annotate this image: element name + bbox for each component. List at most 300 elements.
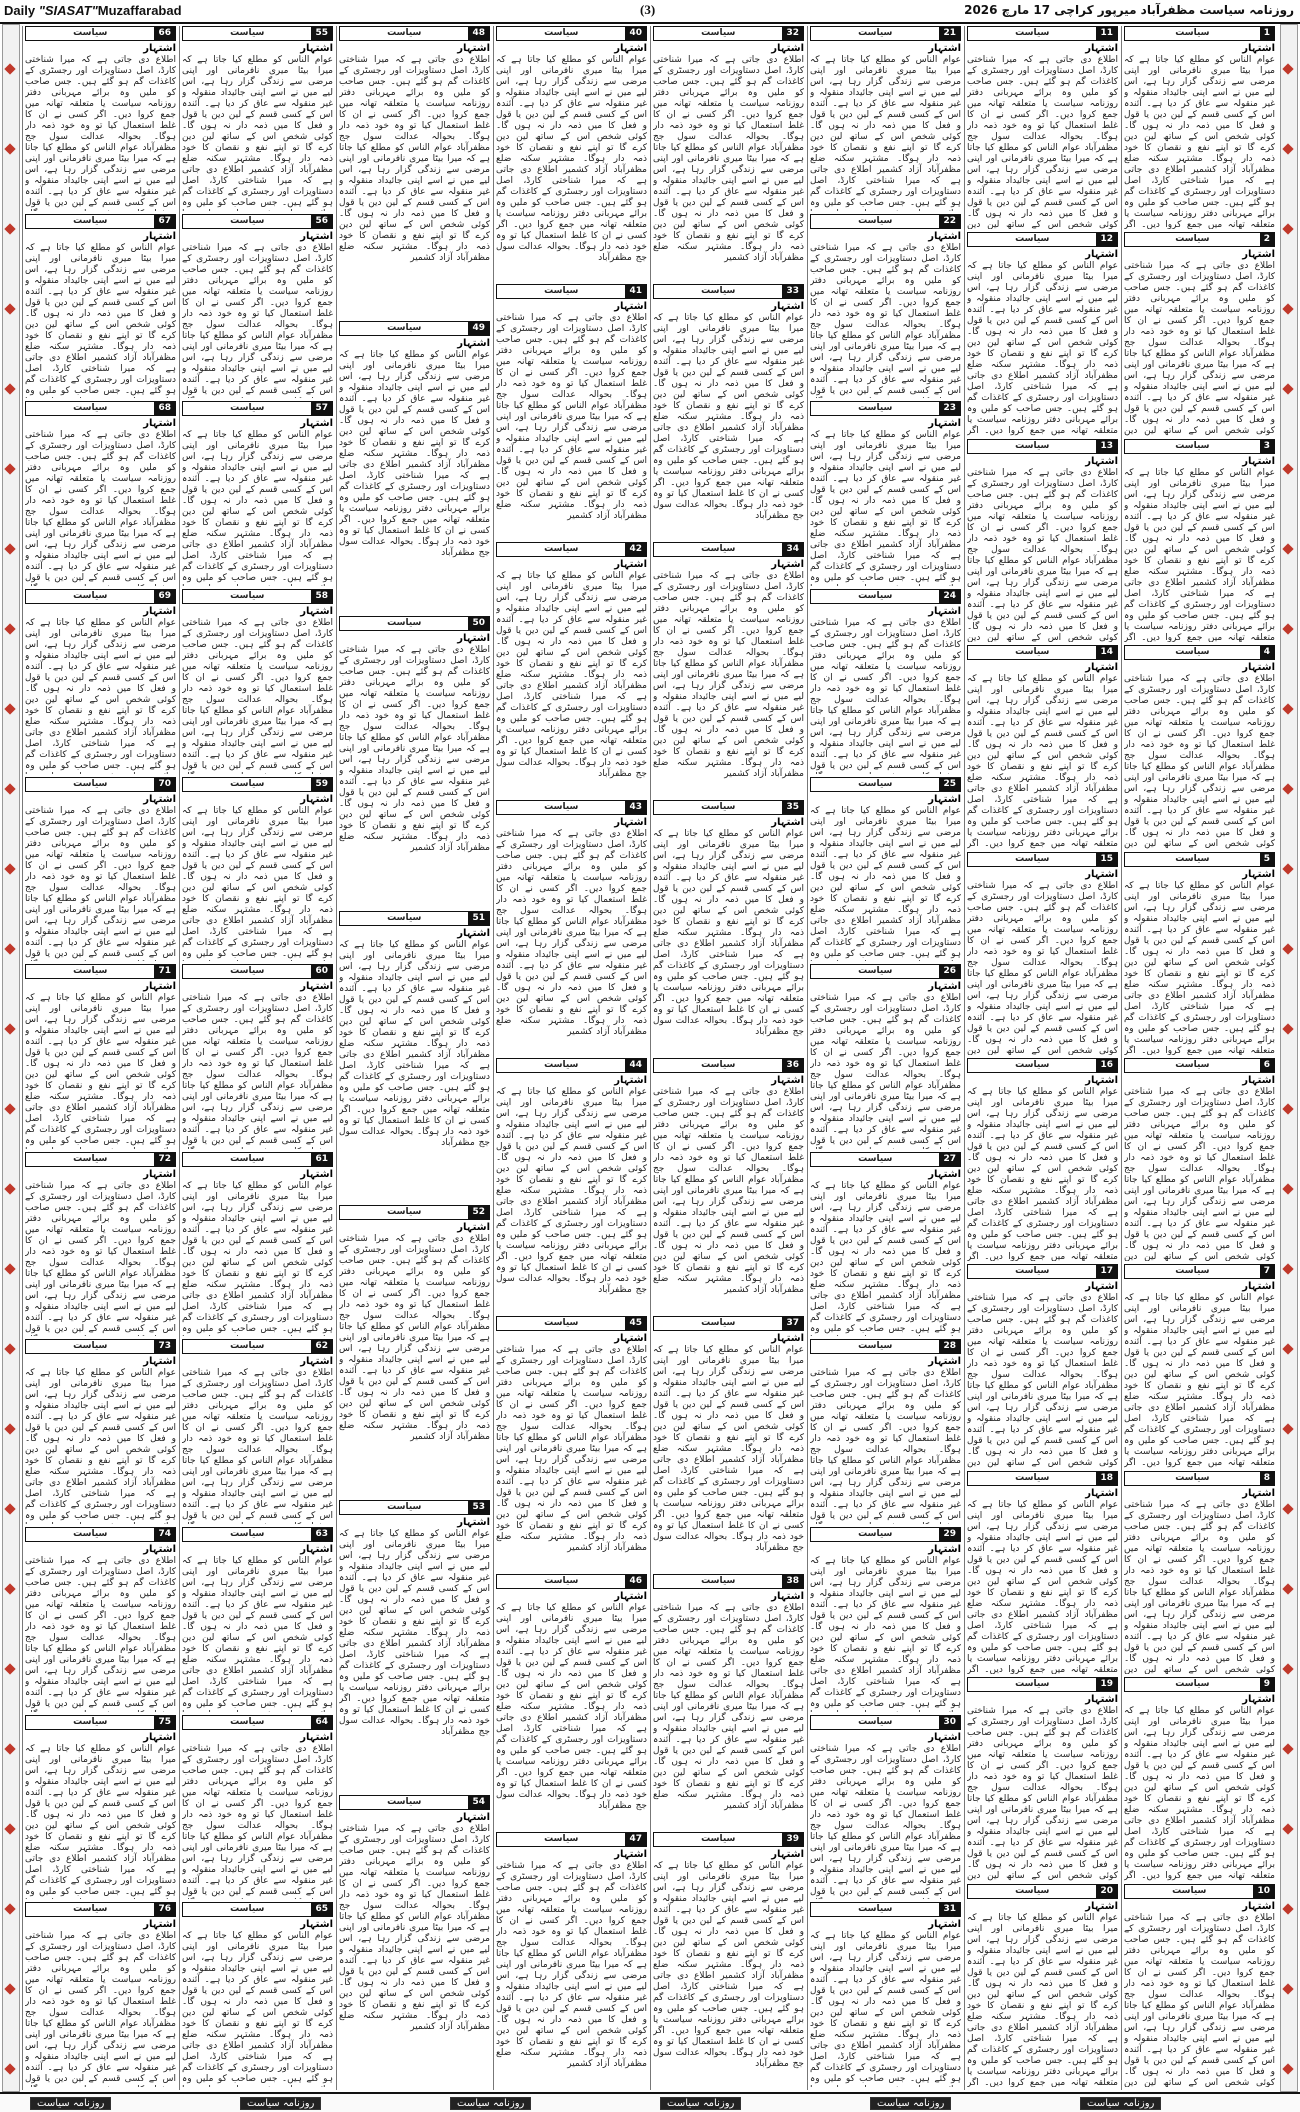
notice-body: اطلاع دی جاتی ہے کہ میرا شناختی کارڈ، اصل دستاویزات اور رجسٹری کے کاغذات گم ہو گئے ہیں۔ جس صاحب کو ملیں وہ برائے مہربانی دفتر روزنامہ سیاست یا متعلقہ تھانہ میں جمع کروا دیں۔ اگر کسی نے ان کا غلط استعمال کیا تو وہ خود ذمہ دار ہوگا۔ بحوالہ عدالت سول جج مظفرآباد عوام الناس کو مطلع کیا جاتا ہے کہ میرا بیٹا میری نافرمانی اور اپنی مرضی سے زندگی گزار رہا ہے، اس لیے میں نے اسے اپنی جائیداد منقولہ و غیر منقولہ سے عاق کر دیا ہے۔ آئندہ اس کے کسی قسم کے لین دین یا قول xyxy=(182,617,333,771)
notice-tag xyxy=(339,1795,490,1810)
notice-logo: سیاست xyxy=(701,1318,736,1328)
notice-number: 19 xyxy=(1096,1678,1117,1691)
notice-logo: سیاست xyxy=(73,1341,108,1352)
notice-logo: سیاست xyxy=(858,1904,893,1915)
rail-diamond-icon xyxy=(4,463,15,474)
notice-tag xyxy=(653,1316,804,1331)
notice-logo: سیاست xyxy=(544,1834,579,1844)
notice-logo: سیاست xyxy=(858,966,893,977)
rail-diamond-icon xyxy=(4,1263,15,1274)
classified-notice xyxy=(653,284,804,539)
classified-column xyxy=(1121,26,1277,2090)
footer-segment: روزنامہ سیاست xyxy=(1080,2097,1161,2110)
classified-notice xyxy=(182,1339,333,1524)
notice-body: اطلاع دی جاتی ہے کہ میرا شناختی کارڈ، اصل دستاویزات اور رجسٹری کے کاغذات گم ہو گئے ہیں۔ جس صاحب کو ملیں وہ برائے مہربانی دفتر روزنامہ سیاست یا متعلقہ تھانہ میں جمع کروا دیں۔ اگر کسی نے ان کا غلط استعمال کیا تو وہ خود ذمہ دار ہوگا۔ بحوالہ عدالت سول جج مظفرآباد عوام الناس کو مطلع کیا جاتا ہے کہ میرا بیٹا میری نافرمانی اور اپنی مرضی سے زندگی گزار رہا ہے، اس لیے میں نے اسے اپنی جائیداد منقولہ و غیر منقولہ سے عاق کر دیا ہے۔ آئندہ اس کے کسی قسم کے لین دین یا قول و فعل کا میں ذمہ دار نہ ہوں گا۔ کوئی شخص اس کے ساتھ لین دین xyxy=(967,55,1118,230)
classified-notice xyxy=(1124,1884,1275,2087)
notice-number: 22 xyxy=(939,215,960,228)
rail-diamond-icon xyxy=(1282,783,1293,794)
notice-body: عوام الناس کو مطلع کیا جاتا ہے کہ میرا بیٹا میری نافرمانی اور اپنی مرضی سے زندگی گزار رہا ہے، اس لیے میں نے اسے اپنی جائیداد منقولہ و غیر منقولہ سے عاق کر دیا ہے۔ آئندہ اس کے کسی قسم کے لین دین یا قول و فعل کا میں ذمہ دار نہ ہوں گا۔ کوئی شخص اس کے ساتھ لین دین کرے گا تو اپنے نفع و نقصان کا خود ذمہ دار ہوگا۔ مشتہر سکنہ ضلع مظفرآباد آزاد کشمیر اطلاع دی جاتی ہے کہ میرا شناختی کارڈ، اصل دستاویزات اور رجسٹری کے کاغذات گم ہو گئے ہیں۔ جس صاحب کو ملیں وہ xyxy=(25,993,176,1147)
rail-diamond-icon xyxy=(4,1663,15,1674)
notice-heading: اشتہار xyxy=(614,1333,647,1344)
notice-number: 70 xyxy=(154,778,175,791)
notice-tag xyxy=(967,852,1118,867)
notice-tag xyxy=(967,1264,1118,1279)
rail-diamond-icon xyxy=(1282,463,1293,474)
notice-body: عوام الناس کو مطلع کیا جاتا ہے کہ میرا بیٹا میری نافرمانی اور اپنی مرضی سے زندگی گزار رہا ہے، اس لیے میں نے اسے اپنی جائیداد منقولہ و غیر منقولہ سے عاق کر دیا ہے۔ آئندہ اس کے کسی قسم کے لین دین یا قول و فعل کا میں ذمہ دار نہ ہوں گا۔ کوئی شخص اس کے ساتھ لین دین کرے گا تو اپنے نفع و نقصان کا خود ذمہ دار ہوگا۔ مشتہر سکنہ ضلع مظفرآباد آزاد کشمیر اطلاع دی جاتی ہے کہ میرا شناختی کارڈ، اصل دستاویزات اور رجسٹری کے کاغذات گم ہو گئے ہیں۔ جس صاحب کو ملیں وہ xyxy=(25,242,176,396)
notice-body: اطلاع دی جاتی ہے کہ میرا شناختی کارڈ، اصل دستاویزات اور رجسٹری کے کاغذات گم ہو گئے ہیں۔ جس صاحب کو ملیں وہ برائے مہربانی دفتر روزنامہ سیاست یا متعلقہ تھانہ میں جمع کروا دیں۔ اگر کسی نے ان کا غلط استعمال کیا تو وہ خود ذمہ دار ہوگا۔ بحوالہ عدالت سول جج مظفرآباد عوام الناس کو مطلع کیا جاتا ہے کہ میرا بیٹا میری نافرمانی اور اپنی مرضی سے زندگی گزار رہا ہے، اس لیے میں نے اسے اپنی جائیداد منقولہ و غیر منقولہ سے عاق کر دیا ہے۔ آئندہ اس کے کسی قسم کے لین دین یا قول xyxy=(182,242,333,396)
classified-notice xyxy=(182,1902,333,2087)
notice-body: عوام الناس کو مطلع کیا جاتا ہے کہ میرا بیٹا میری نافرمانی اور اپنی مرضی سے زندگی گزار رہا ہے، اس لیے میں نے اسے اپنی جائیداد منقولہ و غیر منقولہ سے عاق کر دیا ہے۔ آئندہ اس کے کسی قسم کے لین دین یا قول و فعل کا میں ذمہ دار نہ ہوں گا۔ کوئی شخص اس کے ساتھ لین دین کرے گا تو اپنے نفع و نقصان کا خود ذمہ دار ہوگا۔ مشتہر سکنہ ضلع مظفرآباد آزاد کشمیر اطلاع دی جاتی ہے کہ میرا شناختی کارڈ، اصل دستاویزات اور رجسٹری کے کاغذات گم ہو گئے ہیں۔ جس صاحب کو ملیں وہ برائے مہربانی دفتر روزنامہ سیاست یا متعلقہ تھانہ میں جمع کروا دیں۔ اگر xyxy=(1124,55,1275,230)
notice-logo: سیاست xyxy=(544,1318,579,1328)
notice-heading: اشتہار xyxy=(614,301,647,312)
notice-number: 26 xyxy=(939,965,960,978)
notice-number: 45 xyxy=(625,1317,646,1330)
rail-diamond-icon xyxy=(4,1023,15,1034)
notice-number: 30 xyxy=(939,1716,960,1729)
notice-body: عوام الناس کو مطلع کیا جاتا ہے کہ میرا بیٹا میری نافرمانی اور اپنی مرضی سے زندگی گزار رہا ہے، اس لیے میں نے اسے اپنی جائیداد منقولہ و غیر منقولہ سے عاق کر دیا ہے۔ آئندہ اس کے کسی قسم کے لین دین یا قول و فعل کا میں ذمہ دار نہ ہوں گا۔ کوئی شخص اس کے ساتھ لین دین کرے گا تو اپنے نفع و نقصان کا خود ذمہ دار ہوگا۔ مشتہر سکنہ ضلع مظفرآباد آزاد کشمیر اطلاع دی جاتی ہے کہ میرا شناختی کارڈ، اصل دستاویزات اور رجسٹری کے کاغذات گم ہو گئے ہیں۔ جس صاحب کو ملیں وہ xyxy=(25,1368,176,1522)
notice-tag xyxy=(967,26,1118,41)
notice-heading: اشتہار xyxy=(1085,249,1118,261)
notice-tag xyxy=(653,1832,804,1847)
classified-columns xyxy=(22,26,1278,2090)
notice-number: 53 xyxy=(468,1501,489,1514)
classified-notice xyxy=(25,401,176,586)
notice-heading: اشتہار xyxy=(143,1544,176,1556)
classified-notice xyxy=(1124,1058,1275,1261)
notice-heading: اشتہار xyxy=(143,1356,176,1368)
notice-heading: اشتہار xyxy=(614,1849,647,1860)
notice-heading: اشتہار xyxy=(928,230,961,242)
classified-column xyxy=(650,26,806,2090)
notice-tag xyxy=(182,1527,333,1542)
notice-number: 49 xyxy=(468,322,489,335)
classified-notice xyxy=(496,1058,647,1313)
notice-number: 12 xyxy=(1096,233,1117,246)
right-border-rail xyxy=(1280,24,1298,2092)
notice-body: عوام الناس کو مطلع کیا جاتا ہے کہ میرا بیٹا میری نافرمانی اور اپنی مرضی سے زندگی گزار رہا ہے، اس لیے میں نے اسے اپنی جائیداد منقولہ و غیر منقولہ سے عاق کر دیا ہے۔ آئندہ اس کے کسی قسم کے لین دین یا قول و فعل کا میں ذمہ دار نہ ہوں گا۔ کوئی شخص اس کے ساتھ لین دین کرے گا تو اپنے نفع و نقصان کا خود ذمہ دار ہوگا۔ مشتہر سکنہ ضلع مظفرآباد آزاد کشمیر اطلاع دی جاتی ہے کہ میرا شناختی کارڈ، اصل دستاویزات اور رجسٹری کے کاغذات گم ہو گئے ہیں۔ جس صاحب کو ملیں وہ برائے مہربانی دفتر روزنامہ سیاست یا متعلقہ تھانہ میں جمع کروا دیں۔ اگر xyxy=(1124,467,1275,643)
classified-notice xyxy=(25,1339,176,1524)
notice-logo: سیاست xyxy=(1015,1472,1050,1483)
notice-tag xyxy=(967,439,1118,454)
classified-notice xyxy=(967,1264,1118,1467)
classified-notice xyxy=(653,1316,804,1571)
classified-notice xyxy=(653,1574,804,1829)
notice-number: 54 xyxy=(468,1796,489,1809)
classified-notice xyxy=(25,26,176,211)
notice-heading: اشتہار xyxy=(771,43,804,54)
notice-body: اطلاع دی جاتی ہے کہ میرا شناختی کارڈ، اصل دستاویزات اور رجسٹری کے کاغذات گم ہو گئے ہیں۔ جس صاحب کو ملیں وہ برائے مہربانی دفتر روزنامہ سیاست یا متعلقہ تھانہ میں جمع کروا دیں۔ اگر کسی نے ان کا غلط استعمال کیا تو وہ خود ذمہ دار ہوگا۔ بحوالہ عدالت سول جج مظفرآباد عوام الناس کو مطلع کیا جاتا ہے کہ میرا بیٹا میری نافرمانی اور اپنی مرضی سے زندگی گزار رہا ہے، اس لیے میں نے اسے اپنی جائیداد منقولہ و غیر منقولہ سے عاق کر دیا ہے۔ آئندہ اس کے کسی قسم کے لین دین یا قول و فعل کا میں ذمہ دار نہ ہوں گا۔ کوئی شخص اس کے ساتھ لین دین کرے گا تو اپنے نفع و نقصان کا خود ذمہ دار ہوگا۔ مشتہر سکنہ ضلع مظفرآباد آزاد کشمیر xyxy=(496,313,647,521)
notice-heading: اشتہار xyxy=(143,981,176,993)
notice-tag xyxy=(1124,645,1275,660)
notice-logo: سیاست xyxy=(1172,1885,1207,1896)
notice-logo: سیاست xyxy=(1015,1060,1050,1070)
classified-notice xyxy=(25,964,176,1149)
notice-logo: سیاست xyxy=(1175,1060,1210,1070)
notice-number: 48 xyxy=(468,27,489,40)
notice-logo: سیاست xyxy=(858,778,893,789)
notice-heading: اشتہار xyxy=(143,1168,176,1180)
notice-number: 34 xyxy=(782,543,803,556)
notice-body: عوام الناس کو مطلع کیا جاتا ہے کہ میرا بیٹا میری نافرمانی اور اپنی مرضی سے زندگی گزار رہا ہے، اس لیے میں نے اسے اپنی جائیداد منقولہ و غیر منقولہ سے عاق کر دیا ہے۔ آئندہ اس کے کسی قسم کے لین دین یا قول و فعل کا میں ذمہ دار نہ ہوں گا۔ کوئی شخص اس کے ساتھ لین دین کرے گا تو اپنے نفع و نقصان کا خود ذمہ دار ہوگا۔ مشتہر سکنہ ضلع مظفرآباد آزاد کشمیر اطلاع دی جاتی ہے کہ میرا شناختی کارڈ، اصل دستاویزات اور رجسٹری کے کاغذات گم ہو گئے ہیں۔ جس صاحب کو ملیں وہ xyxy=(810,1180,961,1334)
notice-number: 39 xyxy=(782,1833,803,1846)
rail-diamond-icon xyxy=(4,783,15,794)
notice-number: 73 xyxy=(154,1340,175,1353)
notice-tag xyxy=(810,26,961,41)
classified-notice xyxy=(810,777,961,962)
classified-notice xyxy=(967,645,1118,848)
classified-notice xyxy=(182,26,333,211)
classified-notice xyxy=(967,232,1118,435)
notice-logo: سیاست xyxy=(230,1153,265,1164)
notice-number: 51 xyxy=(468,912,489,925)
notice-body: عوام الناس کو مطلع کیا جاتا ہے کہ میرا بیٹا میری نافرمانی اور اپنی مرضی سے زندگی گزار رہا ہے، اس لیے میں نے اسے اپنی جائیداد منقولہ و غیر منقولہ سے عاق کر دیا ہے۔ آئندہ اس کے کسی قسم کے لین دین یا قول و فعل کا میں ذمہ دار نہ ہوں گا۔ کوئی شخص اس کے ساتھ لین دین کرے گا تو اپنے نفع و نقصان کا خود ذمہ دار ہوگا۔ مشتہر سکنہ ضلع مظفرآباد آزاد کشمیر اطلاع دی جاتی ہے کہ میرا شناختی کارڈ، اصل دستاویزات اور رجسٹری کے کاغذات گم ہو گئے ہیں۔ جس صاحب کو ملیں وہ برائے مہربانی دفتر روزنامہ سیاست یا متعلقہ تھانہ میں جمع کروا دیں۔ اگر xyxy=(967,1912,1118,2087)
classified-notice xyxy=(25,777,176,962)
notice-logo: سیاست xyxy=(701,28,736,38)
notice-body: اطلاع دی جاتی ہے کہ میرا شناختی کارڈ، اصل دستاویزات اور رجسٹری کے کاغذات گم ہو گئے ہیں۔ جس صاحب کو ملیں وہ برائے مہربانی دفتر روزنامہ سیاست یا متعلقہ تھانہ میں جمع کروا دیں۔ اگر کسی نے ان کا غلط استعمال کیا تو وہ خود ذمہ دار ہوگا۔ بحوالہ عدالت سول جج مظفرآباد عوام الناس کو مطلع کیا جاتا ہے کہ میرا بیٹا میری نافرمانی اور اپنی مرضی سے زندگی گزار رہا ہے، اس لیے میں نے اسے اپنی جائیداد منقولہ و غیر منقولہ سے عاق کر دیا ہے۔ آئندہ اس کے کسی قسم کے لین دین یا قول xyxy=(25,1931,176,2085)
notice-number: 5 xyxy=(1260,853,1274,866)
notice-tag xyxy=(182,214,333,229)
notice-number: 3 xyxy=(1260,440,1274,453)
notice-body: اطلاع دی جاتی ہے کہ میرا شناختی کارڈ، اصل دستاویزات اور رجسٹری کے کاغذات گم ہو گئے ہیں۔ جس صاحب کو ملیں وہ برائے مہربانی دفتر روزنامہ سیاست یا متعلقہ تھانہ میں جمع کروا دیں۔ اگر کسی نے ان کا غلط استعمال کیا تو وہ خود ذمہ دار ہوگا۔ بحوالہ عدالت سول جج مظفرآباد عوام الناس کو مطلع کیا جاتا ہے کہ میرا بیٹا میری نافرمانی اور اپنی مرضی سے زندگی گزار رہا ہے، اس لیے میں نے اسے اپنی جائیداد منقولہ و غیر منقولہ سے عاق کر دیا ہے۔ آئندہ اس کے کسی قسم کے لین دین یا قول و فعل کا میں ذمہ دار نہ ہوں گا۔ کوئی شخص اس کے ساتھ لین دین کرے گا تو اپنے نفع و نقصان کا خود ذمہ دار ہوگا۔ مشتہر سکنہ ضلع مظفرآباد آزاد کشمیر xyxy=(496,829,647,1037)
notice-tag xyxy=(810,1715,961,1730)
notice-heading: اشتہار xyxy=(300,1168,333,1180)
notice-body: اطلاع دی جاتی ہے کہ میرا شناختی کارڈ، اصل دستاویزات اور رجسٹری کے کاغذات گم ہو گئے ہیں۔ جس صاحب کو ملیں وہ برائے مہربانی دفتر روزنامہ سیاست یا متعلقہ تھانہ میں جمع کروا دیں۔ اگر کسی نے ان کا غلط استعمال کیا تو وہ خود ذمہ دار ہوگا۔ بحوالہ عدالت سول جج مظفرآباد عوام الناس کو مطلع کیا جاتا ہے کہ میرا بیٹا میری نافرمانی اور اپنی مرضی سے زندگی گزار رہا ہے، اس لیے میں نے اسے اپنی جائیداد منقولہ و غیر منقولہ سے عاق کر دیا ہے۔ آئندہ اس کے کسی قسم کے لین دین یا قول و فعل کا میں ذمہ دار نہ ہوں گا۔ کوئی شخص اس کے ساتھ لین دین xyxy=(1124,1912,1275,2087)
notice-tag xyxy=(182,964,333,979)
notice-heading: اشتہار xyxy=(300,793,333,805)
notice-number: 65 xyxy=(311,1903,332,1916)
notice-body: عوام الناس کو مطلع کیا جاتا ہے کہ میرا بیٹا میری نافرمانی اور اپنی مرضی سے زندگی گزار رہا ہے، اس لیے میں نے اسے اپنی جائیداد منقولہ و غیر منقولہ سے عاق کر دیا ہے۔ آئندہ اس کے کسی قسم کے لین دین یا قول و فعل کا میں ذمہ دار نہ ہوں گا۔ کوئی شخص اس کے ساتھ لین دین کرے گا تو اپنے نفع و نقصان کا خود ذمہ دار ہوگا۔ مشتہر سکنہ ضلع مظفرآباد آزاد کشمیر اطلاع دی جاتی ہے کہ میرا شناختی کارڈ، اصل دستاویزات اور رجسٹری کے کاغذات گم ہو گئے ہیں۔ جس صاحب کو ملیں وہ برائے مہربانی دفتر روزنامہ سیاست یا متعلقہ تھانہ میں جمع کروا دیں۔ اگر xyxy=(967,1087,1118,1262)
notice-heading: اشتہار xyxy=(1242,249,1275,261)
notice-logo: سیاست xyxy=(1015,28,1050,38)
notice-number: 2 xyxy=(1260,233,1274,246)
notice-logo: سیاست xyxy=(544,802,579,812)
rail-diamond-icon xyxy=(4,1343,15,1354)
rail-diamond-icon xyxy=(1282,1903,1293,1914)
classified-notice xyxy=(810,26,961,211)
notice-logo: سیاست xyxy=(1015,1679,1050,1690)
notice-number: 24 xyxy=(939,590,960,603)
notice-heading: اشتہار xyxy=(1085,1075,1118,1086)
footer-segment: روزنامہ سیاست xyxy=(240,2097,321,2110)
masthead-date-line: روزنامہ سیاست مظفرآباد میرپور کراچی 17 مارچ 2026 xyxy=(964,3,1294,17)
notice-tag xyxy=(1124,1884,1275,1899)
notice-body: اطلاع دی جاتی ہے کہ میرا شناختی کارڈ، اصل دستاویزات اور رجسٹری کے کاغذات گم ہو گئے ہیں۔ جس صاحب کو ملیں وہ برائے مہربانی دفتر روزنامہ سیاست یا متعلقہ تھانہ میں جمع کروا دیں۔ اگر کسی نے ان کا غلط استعمال کیا تو وہ خود ذمہ دار ہوگا۔ بحوالہ عدالت سول جج مظفرآباد عوام الناس کو مطلع کیا جاتا ہے کہ میرا بیٹا میری نافرمانی اور اپنی مرضی سے زندگی گزار رہا ہے، اس لیے میں نے اسے اپنی جائیداد منقولہ و غیر منقولہ سے عاق کر دیا ہے۔ آئندہ اس کے کسی قسم کے لین دین یا قول xyxy=(182,1743,333,1897)
notice-heading: اشتہار xyxy=(457,927,490,939)
notice-heading: اشتہار xyxy=(457,337,490,349)
notice-heading: اشتہار xyxy=(614,817,647,828)
footer-segment: روزنامہ سیاست xyxy=(450,2097,531,2110)
notice-logo: سیاست xyxy=(230,966,265,977)
notice-number: 75 xyxy=(154,1716,175,1729)
notice-tag xyxy=(1124,232,1275,247)
notice-tag xyxy=(653,1574,804,1589)
notice-heading: اشتہار xyxy=(771,1333,804,1344)
rail-diamond-icon xyxy=(1282,1743,1293,1754)
notice-heading: اشتہار xyxy=(1085,662,1118,674)
notice-body: اطلاع دی جاتی ہے کہ میرا شناختی کارڈ، اصل دستاویزات اور رجسٹری کے کاغذات گم ہو گئے ہیں۔ جس صاحب کو ملیں وہ برائے مہربانی دفتر روزنامہ سیاست یا متعلقہ تھانہ میں جمع کروا دیں۔ اگر کسی نے ان کا غلط استعمال کیا تو وہ خود ذمہ دار ہوگا۔ بحوالہ عدالت سول جج مظفرآباد عوام الناس کو مطلع کیا جاتا ہے کہ میرا بیٹا میری نافرمانی اور اپنی مرضی سے زندگی گزار رہا ہے، اس لیے میں نے اسے اپنی جائیداد منقولہ و غیر منقولہ سے عاق کر دیا ہے۔ آئندہ اس کے کسی قسم کے لین دین یا قول و فعل کا میں ذمہ دار نہ ہوں گا۔ کوئی شخص اس کے ساتھ لین دین xyxy=(967,1706,1118,1881)
notice-body: اطلاع دی جاتی ہے کہ میرا شناختی کارڈ، اصل دستاویزات اور رجسٹری کے کاغذات گم ہو گئے ہیں۔ جس صاحب کو ملیں وہ برائے مہربانی دفتر روزنامہ سیاست یا متعلقہ تھانہ میں جمع کروا دیں۔ اگر کسی نے ان کا غلط استعمال کیا تو وہ خود ذمہ دار ہوگا۔ بحوالہ عدالت سول جج مظفرآباد عوام الناس کو مطلع کیا جاتا ہے کہ میرا بیٹا میری نافرمانی اور اپنی مرضی سے زندگی گزار رہا ہے، اس لیے میں نے اسے اپنی جائیداد منقولہ و غیر منقولہ سے عاق کر دیا ہے۔ آئندہ اس کے کسی قسم کے لین دین یا قول و فعل کا میں ذمہ دار نہ ہوں گا۔ کوئی شخص اس کے ساتھ لین دین کرے گا تو اپنے نفع و نقصان کا خود ذمہ دار ہوگا۔ مشتہر سکنہ ضلع مظفرآباد آزاد کشمیر xyxy=(653,571,804,779)
classified-notice xyxy=(496,284,647,539)
notice-number: 31 xyxy=(939,1903,960,1916)
classified-notice xyxy=(653,26,804,281)
notice-tag xyxy=(653,284,804,299)
rail-diamond-icon xyxy=(4,1103,15,1114)
notice-heading: اشتہار xyxy=(614,559,647,570)
notice-number: 10 xyxy=(1253,1885,1274,1898)
notice-number: 36 xyxy=(782,1059,803,1072)
classified-column xyxy=(493,26,649,2090)
notice-logo: سیاست xyxy=(1015,440,1050,451)
notice-number: 16 xyxy=(1096,1059,1117,1072)
notice-logo: سیاست xyxy=(387,912,422,923)
notice-logo: سیاست xyxy=(73,215,108,226)
notice-tag xyxy=(653,1058,804,1073)
notice-tag xyxy=(182,26,333,41)
notice-number: 40 xyxy=(625,27,646,40)
notice-body: عوام الناس کو مطلع کیا جاتا ہے کہ میرا بیٹا میری نافرمانی اور اپنی مرضی سے زندگی گزار رہا ہے، اس لیے میں نے اسے اپنی جائیداد منقولہ و غیر منقولہ سے عاق کر دیا ہے۔ آئندہ اس کے کسی قسم کے لین دین یا قول و فعل کا میں ذمہ دار نہ ہوں گا۔ کوئی شخص اس کے ساتھ لین دین کرے گا تو اپنے نفع و نقصان کا خود ذمہ دار ہوگا۔ مشتہر سکنہ ضلع مظفرآباد آزاد کشمیر اطلاع دی جاتی ہے کہ میرا شناختی کارڈ، اصل دستاویزات اور رجسٹری کے کاغذات گم ہو گئے ہیں۔ جس صاحب کو ملیں وہ برائے مہربانی دفتر روزنامہ سیاست یا متعلقہ تھانہ میں جمع کروا دیں۔ اگر کسی نے ان کا غلط استعمال کیا تو وہ خود ذمہ دار ہوگا۔ بحوالہ عدالت سول جج مظفرآباد xyxy=(653,313,804,521)
notice-tag xyxy=(182,1902,333,1917)
rail-diamond-icon xyxy=(1282,863,1293,874)
classified-notice xyxy=(1124,852,1275,1055)
classified-notice xyxy=(1124,232,1275,435)
classified-notice xyxy=(967,1884,1118,2087)
classified-notice xyxy=(967,439,1118,642)
notice-logo: سیاست xyxy=(701,544,736,554)
notice-number: 23 xyxy=(939,402,960,415)
notice-body: اطلاع دی جاتی ہے کہ میرا شناختی کارڈ، اصل دستاویزات اور رجسٹری کے کاغذات گم ہو گئے ہیں۔ جس صاحب کو ملیں وہ برائے مہربانی دفتر روزنامہ سیاست یا متعلقہ تھانہ میں جمع کروا دیں۔ اگر کسی نے ان کا غلط استعمال کیا تو وہ خود ذمہ دار ہوگا۔ بحوالہ عدالت سول جج مظفرآباد عوام الناس کو مطلع کیا جاتا ہے کہ میرا بیٹا میری نافرمانی اور اپنی مرضی سے زندگی گزار رہا ہے، اس لیے میں نے اسے اپنی جائیداد منقولہ و غیر منقولہ سے عاق کر دیا ہے۔ آئندہ اس کے کسی قسم کے لین دین یا قول xyxy=(182,1368,333,1522)
notice-tag xyxy=(967,1677,1118,1692)
rail-diamond-icon xyxy=(1282,943,1293,954)
notice-heading: اشتہار xyxy=(143,230,176,242)
notice-number: 33 xyxy=(782,285,803,298)
notice-logo: سیاست xyxy=(544,544,579,554)
rail-diamond-icon xyxy=(1282,1343,1293,1354)
notice-number: 28 xyxy=(939,1340,960,1353)
notice-number: 1 xyxy=(1260,27,1274,40)
notice-number: 60 xyxy=(311,965,332,978)
classified-notice xyxy=(810,214,961,399)
notice-heading: اشتہار xyxy=(928,1919,961,1931)
notice-number: 21 xyxy=(939,27,960,40)
classified-column xyxy=(22,26,178,2090)
notice-tag xyxy=(496,1058,647,1073)
notice-heading: اشتہار xyxy=(928,605,961,617)
notice-logo: سیاست xyxy=(387,28,422,38)
notice-number: 35 xyxy=(782,801,803,814)
notice-body: عوام الناس کو مطلع کیا جاتا ہے کہ میرا بیٹا میری نافرمانی اور اپنی مرضی سے زندگی گزار رہا ہے، اس لیے میں نے اسے اپنی جائیداد منقولہ و غیر منقولہ سے عاق کر دیا ہے۔ آئندہ اس کے کسی قسم کے لین دین یا قول و فعل کا میں ذمہ دار نہ ہوں گا۔ کوئی شخص اس کے ساتھ لین دین کرے گا تو اپنے نفع و نقصان کا خود ذمہ دار ہوگا۔ مشتہر سکنہ ضلع مظفرآباد آزاد کشمیر اطلاع دی جاتی ہے کہ میرا شناختی کارڈ، اصل دستاویزات اور رجسٹری کے کاغذات گم ہو گئے ہیں۔ جس صاحب کو ملیں وہ xyxy=(810,1556,961,1710)
notice-number: 42 xyxy=(625,543,646,556)
rail-diamond-icon xyxy=(4,943,15,954)
classified-notice xyxy=(653,542,804,797)
notice-number: 50 xyxy=(468,617,489,630)
notice-heading: اشتہار xyxy=(1085,43,1118,54)
notice-body: عوام الناس کو مطلع کیا جاتا ہے کہ میرا بیٹا میری نافرمانی اور اپنی مرضی سے زندگی گزار رہا ہے، اس لیے میں نے اسے اپنی جائیداد منقولہ و غیر منقولہ سے عاق کر دیا ہے۔ آئندہ اس کے کسی قسم کے لین دین یا قول و فعل کا میں ذمہ دار نہ ہوں گا۔ کوئی شخص اس کے ساتھ لین دین کرے گا تو اپنے نفع و نقصان کا خود ذمہ دار ہوگا۔ مشتہر سکنہ ضلع مظفرآباد آزاد کشمیر اطلاع دی جاتی ہے کہ میرا شناختی کارڈ، اصل دستاویزات اور رجسٹری کے کاغذات گم ہو گئے ہیں۔ جس صاحب کو ملیں وہ برائے مہربانی دفتر روزنامہ سیاست یا متعلقہ تھانہ میں جمع کروا دیں۔ اگر xyxy=(967,261,1118,436)
notice-logo: سیاست xyxy=(230,1529,265,1540)
notice-tag xyxy=(25,777,176,792)
rail-diamond-icon xyxy=(4,303,15,314)
notice-heading: اشتہار xyxy=(1242,1075,1275,1086)
rail-diamond-icon xyxy=(4,1903,15,1914)
notice-body: عوام الناس کو مطلع کیا جاتا ہے کہ میرا بیٹا میری نافرمانی اور اپنی مرضی سے زندگی گزار رہا ہے، اس لیے میں نے اسے اپنی جائیداد منقولہ و غیر منقولہ سے عاق کر دیا ہے۔ آئندہ اس کے کسی قسم کے لین دین یا قول و فعل کا میں ذمہ دار نہ ہوں گا۔ کوئی شخص اس کے ساتھ لین دین کرے گا تو اپنے نفع و نقصان کا خود ذمہ دار ہوگا۔ مشتہر سکنہ ضلع مظفرآباد آزاد کشمیر اطلاع دی جاتی ہے کہ میرا شناختی کارڈ، اصل دستاویزات اور رجسٹری کے کاغذات گم ہو گئے ہیں۔ جس صاحب کو ملیں وہ xyxy=(810,55,961,208)
notice-logo: سیاست xyxy=(1015,647,1050,658)
notice-body: عوام الناس کو مطلع کیا جاتا ہے کہ میرا بیٹا میری نافرمانی اور اپنی مرضی سے زندگی گزار رہا ہے، اس لیے میں نے اسے اپنی جائیداد منقولہ و غیر منقولہ سے عاق کر دیا ہے۔ آئندہ اس کے کسی قسم کے لین دین یا قول و فعل کا میں ذمہ دار نہ ہوں گا۔ کوئی شخص اس کے ساتھ لین دین کرے گا تو اپنے نفع و نقصان کا خود ذمہ دار ہوگا۔ مشتہر سکنہ ضلع مظفرآباد آزاد کشمیر اطلاع دی جاتی ہے کہ میرا شناختی کارڈ، اصل دستاویزات اور رجسٹری کے کاغذات گم ہو گئے ہیں۔ جس صاحب کو ملیں وہ برائے مہربانی دفتر روزنامہ سیاست یا متعلقہ تھانہ میں جمع کروا دیں۔ اگر کسی نے ان کا غلط استعمال کیا تو وہ خود ذمہ دار ہوگا۔ بحوالہ عدالت سول جج مظفرآباد xyxy=(653,829,804,1037)
notice-number: 27 xyxy=(939,1153,960,1166)
notice-body: اطلاع دی جاتی ہے کہ میرا شناختی کارڈ، اصل دستاویزات اور رجسٹری کے کاغذات گم ہو گئے ہیں۔ جس صاحب کو ملیں وہ برائے مہربانی دفتر روزنامہ سیاست یا متعلقہ تھانہ میں جمع کروا دیں۔ اگر کسی نے ان کا غلط استعمال کیا تو وہ خود ذمہ دار ہوگا۔ بحوالہ عدالت سول جج مظفرآباد عوام الناس کو مطلع کیا جاتا ہے کہ میرا بیٹا میری نافرمانی اور اپنی مرضی سے زندگی گزار رہا ہے، اس لیے میں نے اسے اپنی جائیداد منقولہ و غیر منقولہ سے عاق کر دیا ہے۔ آئندہ اس کے کسی قسم کے لین دین یا قول xyxy=(810,242,961,396)
classified-notice xyxy=(967,26,1118,229)
notice-logo: سیاست xyxy=(858,403,893,414)
classified-notice xyxy=(1124,1264,1275,1467)
notice-heading: اشتہار xyxy=(1085,868,1118,880)
notice-body: اطلاع دی جاتی ہے کہ میرا شناختی کارڈ، اصل دستاویزات اور رجسٹری کے کاغذات گم ہو گئے ہیں۔ جس صاحب کو ملیں وہ برائے مہربانی دفتر روزنامہ سیاست یا متعلقہ تھانہ میں جمع کروا دیں۔ اگر کسی نے ان کا غلط استعمال کیا تو وہ خود ذمہ دار ہوگا۔ بحوالہ عدالت سول جج مظفرآباد عوام الناس کو مطلع کیا جاتا ہے کہ میرا بیٹا میری نافرمانی اور اپنی مرضی سے زندگی گزار رہا ہے، اس لیے میں نے اسے اپنی جائیداد منقولہ و غیر منقولہ سے عاق کر دیا ہے۔ آئندہ اس کے کسی قسم کے لین دین یا قول xyxy=(810,617,961,771)
classified-notice xyxy=(810,1715,961,1900)
rail-diamond-icon xyxy=(1282,703,1293,714)
classified-notice xyxy=(1124,26,1275,229)
notice-logo: سیاست xyxy=(230,590,265,601)
notice-logo: سیاست xyxy=(387,1502,422,1513)
notice-body: عوام الناس کو مطلع کیا جاتا ہے کہ میرا بیٹا میری نافرمانی اور اپنی مرضی سے زندگی گزار رہا ہے، اس لیے میں نے اسے اپنی جائیداد منقولہ و غیر منقولہ سے عاق کر دیا ہے۔ آئندہ اس کے کسی قسم کے لین دین یا قول و فعل کا میں ذمہ دار نہ ہوں گا۔ کوئی شخص اس کے ساتھ لین دین کرے گا تو اپنے نفع و نقصان کا خود ذمہ دار ہوگا۔ مشتہر سکنہ ضلع مظفرآباد آزاد کشمیر اطلاع دی جاتی ہے کہ میرا شناختی کارڈ، اصل دستاویزات اور رجسٹری کے کاغذات گم ہو گئے ہیں۔ جس صاحب کو ملیں وہ xyxy=(182,805,333,959)
footer-segment: روزنامہ سیاست xyxy=(660,2097,741,2110)
notice-number: 11 xyxy=(1096,27,1117,40)
notice-number: 68 xyxy=(154,402,175,415)
notice-body: اطلاع دی جاتی ہے کہ میرا شناختی کارڈ، اصل دستاویزات اور رجسٹری کے کاغذات گم ہو گئے ہیں۔ جس صاحب کو ملیں وہ برائے مہربانی دفتر روزنامہ سیاست یا متعلقہ تھانہ میں جمع کروا دیں۔ اگر کسی نے ان کا غلط استعمال کیا تو وہ خود ذمہ دار ہوگا۔ بحوالہ عدالت سول جج مظفرآباد عوام الناس کو مطلع کیا جاتا ہے کہ میرا بیٹا میری نافرمانی اور اپنی مرضی سے زندگی گزار رہا ہے، اس لیے میں نے اسے اپنی جائیداد منقولہ و غیر منقولہ سے عاق کر دیا ہے۔ آئندہ اس کے کسی قسم کے لین دین یا قول xyxy=(25,805,176,959)
classified-notice xyxy=(810,1527,961,1712)
notice-heading: اشتہار xyxy=(1242,455,1275,467)
classified-column xyxy=(964,26,1120,2090)
notice-heading: اشتہار xyxy=(300,418,333,430)
notice-tag xyxy=(339,1205,490,1220)
notice-logo: سیاست xyxy=(387,1797,422,1808)
notice-body: عوام الناس کو مطلع کیا جاتا ہے کہ میرا بیٹا میری نافرمانی اور اپنی مرضی سے زندگی گزار رہا ہے، اس لیے میں نے اسے اپنی جائیداد منقولہ و غیر منقولہ سے عاق کر دیا ہے۔ آئندہ اس کے کسی قسم کے لین دین یا قول و فعل کا میں ذمہ دار نہ ہوں گا۔ کوئی شخص اس کے ساتھ لین دین کرے گا تو اپنے نفع و نقصان کا خود ذمہ دار ہوگا۔ مشتہر سکنہ ضلع مظفرآباد آزاد کشمیر اطلاع دی جاتی ہے کہ میرا شناختی کارڈ، اصل دستاویزات اور رجسٹری کے کاغذات گم ہو گئے ہیں۔ جس صاحب کو ملیں وہ برائے مہربانی دفتر روزنامہ سیاست یا متعلقہ تھانہ میں جمع کروا دیں۔ اگر کسی نے ان کا غلط استعمال کیا تو وہ خود ذمہ دار ہوگا۔ بحوالہ عدالت سول جج مظفرآباد xyxy=(496,55,647,263)
notice-number: 9 xyxy=(1260,1678,1274,1691)
notice-heading: اشتہار xyxy=(300,981,333,993)
notice-heading: اشتہار xyxy=(143,1731,176,1743)
notice-number: 44 xyxy=(625,1059,646,1072)
notice-tag xyxy=(182,589,333,604)
notice-body: عوام الناس کو مطلع کیا جاتا ہے کہ میرا بیٹا میری نافرمانی اور اپنی مرضی سے زندگی گزار رہا ہے، اس لیے میں نے اسے اپنی جائیداد منقولہ و غیر منقولہ سے عاق کر دیا ہے۔ آئندہ اس کے کسی قسم کے لین دین یا قول و فعل کا میں ذمہ دار نہ ہوں گا۔ کوئی شخص اس کے ساتھ لین دین کرے گا تو اپنے نفع و نقصان کا خود ذمہ دار ہوگا۔ مشتہر سکنہ ضلع مظفرآباد آزاد کشمیر اطلاع دی جاتی ہے کہ میرا شناختی کارڈ، اصل دستاویزات اور رجسٹری کے کاغذات گم ہو گئے ہیں۔ جس صاحب کو ملیں وہ xyxy=(182,55,333,208)
notice-heading: اشتہار xyxy=(1242,868,1275,880)
notice-tag xyxy=(653,542,804,557)
classified-notice xyxy=(182,1152,333,1337)
notice-logo: سیاست xyxy=(230,28,265,38)
rail-diamond-icon xyxy=(4,383,15,394)
notice-tag xyxy=(182,401,333,416)
classified-notice xyxy=(182,589,333,774)
notice-tag xyxy=(496,1832,647,1847)
notice-logo: سیاست xyxy=(73,590,108,601)
classified-notice xyxy=(496,26,647,281)
masthead-name: "SIASAT" xyxy=(38,3,98,18)
notice-heading: اشتہار xyxy=(300,605,333,617)
notice-number: 8 xyxy=(1260,1472,1274,1485)
rail-diamond-icon xyxy=(1282,1023,1293,1034)
classified-notice xyxy=(967,1677,1118,1880)
notice-logo: سیاست xyxy=(387,617,422,628)
notice-body: عوام الناس کو مطلع کیا جاتا ہے کہ میرا بیٹا میری نافرمانی اور اپنی مرضی سے زندگی گزار رہا ہے، اس لیے میں نے اسے اپنی جائیداد منقولہ و غیر منقولہ سے عاق کر دیا ہے۔ آئندہ اس کے کسی قسم کے لین دین یا قول و فعل کا میں ذمہ دار نہ ہوں گا۔ کوئی شخص اس کے ساتھ لین دین کرے گا تو اپنے نفع و نقصان کا خود ذمہ دار ہوگا۔ مشتہر سکنہ ضلع مظفرآباد آزاد کشمیر اطلاع دی جاتی ہے کہ میرا شناختی کارڈ، اصل دستاویزات اور رجسٹری کے کاغذات گم ہو گئے ہیں۔ جس صاحب کو ملیں وہ برائے مہربانی دفتر روزنامہ سیاست یا متعلقہ تھانہ میں جمع کروا دیں۔ اگر xyxy=(967,1499,1118,1675)
notice-heading: اشتہار xyxy=(771,559,804,570)
notice-body: عوام الناس کو مطلع کیا جاتا ہے کہ میرا بیٹا میری نافرمانی اور اپنی مرضی سے زندگی گزار رہا ہے، اس لیے میں نے اسے اپنی جائیداد منقولہ و غیر منقولہ سے عاق کر دیا ہے۔ آئندہ اس کے کسی قسم کے لین دین یا قول و فعل کا میں ذمہ دار نہ ہوں گا۔ کوئی شخص اس کے ساتھ لین دین کرے گا تو اپنے نفع و نقصان کا خود ذمہ دار ہوگا۔ مشتہر سکنہ ضلع مظفرآباد آزاد کشمیر اطلاع دی جاتی ہے کہ میرا شناختی کارڈ، اصل دستاویزات اور رجسٹری کے کاغذات گم ہو گئے ہیں۔ جس صاحب کو ملیں وہ xyxy=(810,430,961,584)
notice-logo: سیاست xyxy=(1015,1266,1050,1277)
notice-body: اطلاع دی جاتی ہے کہ میرا شناختی کارڈ، اصل دستاویزات اور رجسٹری کے کاغذات گم ہو گئے ہیں۔ جس صاحب کو ملیں وہ برائے مہربانی دفتر روزنامہ سیاست یا متعلقہ تھانہ میں جمع کروا دیں۔ اگر کسی نے ان کا غلط استعمال کیا تو وہ خود ذمہ دار ہوگا۔ بحوالہ عدالت سول جج مظفرآباد عوام الناس کو مطلع کیا جاتا ہے کہ میرا بیٹا میری نافرمانی اور اپنی مرضی سے زندگی گزار رہا ہے، اس لیے میں نے اسے اپنی جائیداد منقولہ و غیر منقولہ سے عاق کر دیا ہے۔ آئندہ اس کے کسی قسم کے لین دین یا قول و فعل کا میں ذمہ دار نہ ہوں گا۔ کوئی شخص اس کے ساتھ لین دین xyxy=(1124,674,1275,849)
classified-notice xyxy=(810,964,961,1149)
notice-body: اطلاع دی جاتی ہے کہ میرا شناختی کارڈ، اصل دستاویزات اور رجسٹری کے کاغذات گم ہو گئے ہیں۔ جس صاحب کو ملیں وہ برائے مہربانی دفتر روزنامہ سیاست یا متعلقہ تھانہ میں جمع کروا دیں۔ اگر کسی نے ان کا غلط استعمال کیا تو وہ خود ذمہ دار ہوگا۔ بحوالہ عدالت سول جج مظفرآباد عوام الناس کو مطلع کیا جاتا ہے کہ میرا بیٹا میری نافرمانی اور اپنی مرضی سے زندگی گزار رہا ہے، اس لیے میں نے اسے اپنی جائیداد منقولہ و غیر منقولہ سے عاق کر دیا ہے۔ آئندہ اس کے کسی قسم کے لین دین یا قول xyxy=(25,55,176,208)
footer-strip xyxy=(0,2092,1300,2112)
notice-body: عوام الناس کو مطلع کیا جاتا ہے کہ میرا بیٹا میری نافرمانی اور اپنی مرضی سے زندگی گزار رہا ہے، اس لیے میں نے اسے اپنی جائیداد منقولہ و غیر منقولہ سے عاق کر دیا ہے۔ آئندہ اس کے کسی قسم کے لین دین یا قول و فعل کا میں ذمہ دار نہ ہوں گا۔ کوئی شخص اس کے ساتھ لین دین کرے گا تو اپنے نفع و نقصان کا خود ذمہ دار ہوگا۔ مشتہر سکنہ ضلع مظفرآباد آزاد کشمیر اطلاع دی جاتی ہے کہ میرا شناختی کارڈ، اصل دستاویزات اور رجسٹری کے کاغذات گم ہو گئے ہیں۔ جس صاحب کو ملیں وہ برائے مہربانی دفتر روزنامہ سیاست یا متعلقہ تھانہ میں جمع کروا دیں۔ اگر کسی نے ان کا غلط استعمال کیا تو وہ خود ذمہ دار ہوگا۔ بحوالہ عدالت سول جج مظفرآباد xyxy=(653,1861,804,2069)
notice-heading: اشتہار xyxy=(771,817,804,828)
notice-tag xyxy=(339,321,490,336)
rail-diamond-icon xyxy=(4,2063,15,2074)
notice-logo: سیاست xyxy=(858,215,893,226)
notice-body: اطلاع دی جاتی ہے کہ میرا شناختی کارڈ، اصل دستاویزات اور رجسٹری کے کاغذات گم ہو گئے ہیں۔ جس صاحب کو ملیں وہ برائے مہربانی دفتر روزنامہ سیاست یا متعلقہ تھانہ میں جمع کروا دیں۔ اگر کسی نے ان کا غلط استعمال کیا تو وہ خود ذمہ دار ہوگا۔ بحوالہ عدالت سول جج مظفرآباد عوام الناس کو مطلع کیا جاتا ہے کہ میرا بیٹا میری نافرمانی اور اپنی مرضی سے زندگی گزار رہا ہے، اس لیے میں نے اسے اپنی جائیداد منقولہ و غیر منقولہ سے عاق کر دیا ہے۔ آئندہ اس کے کسی قسم کے لین دین یا قول xyxy=(25,1556,176,1710)
notice-logo: سیاست xyxy=(1015,1885,1050,1896)
notice-tag xyxy=(1124,439,1275,454)
rail-diamond-icon xyxy=(4,1183,15,1194)
notice-body: عوام الناس کو مطلع کیا جاتا ہے کہ میرا بیٹا میری نافرمانی اور اپنی مرضی سے زندگی گزار رہا ہے، اس لیے میں نے اسے اپنی جائیداد منقولہ و غیر منقولہ سے عاق کر دیا ہے۔ آئندہ اس کے کسی قسم کے لین دین یا قول و فعل کا میں ذمہ دار نہ ہوں گا۔ کوئی شخص اس کے ساتھ لین دین کرے گا تو اپنے نفع و نقصان کا خود ذمہ دار ہوگا۔ مشتہر سکنہ ضلع مظفرآباد آزاد کشمیر اطلاع دی جاتی ہے کہ میرا شناختی کارڈ، اصل دستاویزات اور رجسٹری کے کاغذات گم ہو گئے ہیں۔ جس صاحب کو ملیں وہ برائے مہربانی دفتر روزنامہ سیاست یا متعلقہ تھانہ میں جمع کروا دیں۔ اگر کسی نے ان کا غلط استعمال کیا تو وہ خود ذمہ دار ہوگا۔ بحوالہ عدالت سول جج مظفرآباد xyxy=(339,349,490,558)
classified-notice xyxy=(810,1902,961,2087)
notice-body: اطلاع دی جاتی ہے کہ میرا شناختی کارڈ، اصل دستاویزات اور رجسٹری کے کاغذات گم ہو گئے ہیں۔ جس صاحب کو ملیں وہ برائے مہربانی دفتر روزنامہ سیاست یا متعلقہ تھانہ میں جمع کروا دیں۔ اگر کسی نے ان کا غلط استعمال کیا تو وہ خود ذمہ دار ہوگا۔ بحوالہ عدالت سول جج مظفرآباد عوام الناس کو مطلع کیا جاتا ہے کہ میرا بیٹا میری نافرمانی اور اپنی مرضی سے زندگی گزار رہا ہے، اس لیے میں نے اسے اپنی جائیداد منقولہ و غیر منقولہ سے عاق کر دیا ہے۔ آئندہ اس کے کسی قسم کے لین دین یا قول و فعل کا میں ذمہ دار نہ ہوں گا۔ کوئی شخص اس کے ساتھ لین دین xyxy=(967,467,1118,643)
notice-logo: سیاست xyxy=(73,28,108,38)
notice-logo: سیاست xyxy=(1015,853,1050,864)
classified-column xyxy=(336,26,492,2090)
classified-notice xyxy=(1124,1471,1275,1674)
notice-heading: اشتہار xyxy=(928,1356,961,1368)
notice-body: اطلاع دی جاتی ہے کہ میرا شناختی کارڈ، اصل دستاویزات اور رجسٹری کے کاغذات گم ہو گئے ہیں۔ جس صاحب کو ملیں وہ برائے مہربانی دفتر روزنامہ سیاست یا متعلقہ تھانہ میں جمع کروا دیں۔ اگر کسی نے ان کا غلط استعمال کیا تو وہ خود ذمہ دار ہوگا۔ بحوالہ عدالت سول جج مظفرآباد عوام الناس کو مطلع کیا جاتا ہے کہ میرا بیٹا میری نافرمانی اور اپنی مرضی سے زندگی گزار رہا ہے، اس لیے میں نے اسے اپنی جائیداد منقولہ و غیر منقولہ سے عاق کر دیا ہے۔ آئندہ اس کے کسی قسم کے لین دین یا قول و فعل کا میں ذمہ دار نہ ہوں گا۔ کوئی شخص اس کے ساتھ لین دین xyxy=(1124,1087,1275,1262)
notice-number: 67 xyxy=(154,215,175,228)
notice-tag xyxy=(810,401,961,416)
notice-tag xyxy=(810,214,961,229)
notice-number: 66 xyxy=(154,27,175,40)
rail-diamond-icon xyxy=(4,223,15,234)
notice-logo: سیاست xyxy=(701,1060,736,1070)
notice-heading: اشتہار xyxy=(928,418,961,430)
rail-diamond-icon xyxy=(4,543,15,554)
notice-logo: سیاست xyxy=(701,1834,736,1844)
notice-tag xyxy=(25,1152,176,1167)
notice-heading: اشتہار xyxy=(928,793,961,805)
notice-tag xyxy=(496,26,647,41)
notice-number: 37 xyxy=(782,1317,803,1330)
notice-tag xyxy=(1124,1058,1275,1073)
classified-notice xyxy=(182,1527,333,1712)
notice-tag xyxy=(25,1715,176,1730)
classified-notice xyxy=(653,800,804,1055)
classified-notice xyxy=(810,589,961,774)
notice-logo: سیاست xyxy=(1175,234,1210,245)
notice-heading: اشتہار xyxy=(928,1168,961,1180)
notice-number: 72 xyxy=(154,1153,175,1166)
rail-diamond-icon xyxy=(1282,223,1293,234)
classified-notice xyxy=(182,964,333,1149)
notice-number: 7 xyxy=(1260,1265,1274,1278)
classified-notice xyxy=(182,401,333,586)
notice-body: اطلاع دی جاتی ہے کہ میرا شناختی کارڈ، اصل دستاویزات اور رجسٹری کے کاغذات گم ہو گئے ہیں۔ جس صاحب کو ملیں وہ برائے مہربانی دفتر روزنامہ سیاست یا متعلقہ تھانہ میں جمع کروا دیں۔ اگر کسی نے ان کا غلط استعمال کیا تو وہ خود ذمہ دار ہوگا۔ بحوالہ عدالت سول جج مظفرآباد عوام الناس کو مطلع کیا جاتا ہے کہ میرا بیٹا میری نافرمانی اور اپنی مرضی سے زندگی گزار رہا ہے، اس لیے میں نے اسے اپنی جائیداد منقولہ و غیر منقولہ سے عاق کر دیا ہے۔ آئندہ اس کے کسی قسم کے لین دین یا قول xyxy=(810,993,961,1147)
notice-tag xyxy=(1124,1264,1275,1279)
notice-body: اطلاع دی جاتی ہے کہ میرا شناختی کارڈ، اصل دستاویزات اور رجسٹری کے کاغذات گم ہو گئے ہیں۔ جس صاحب کو ملیں وہ برائے مہربانی دفتر روزنامہ سیاست یا متعلقہ تھانہ میں جمع کروا دیں۔ اگر کسی نے ان کا غلط استعمال کیا تو وہ خود ذمہ دار ہوگا۔ بحوالہ عدالت سول جج مظفرآباد عوام الناس کو مطلع کیا جاتا ہے کہ میرا بیٹا میری نافرمانی اور اپنی مرضی سے زندگی گزار رہا ہے، اس لیے میں نے اسے اپنی جائیداد منقولہ و غیر منقولہ سے عاق کر دیا ہے۔ آئندہ اس کے کسی قسم کے لین دین یا قول و فعل کا میں ذمہ دار نہ ہوں گا۔ کوئی شخص اس کے ساتھ لین دین xyxy=(967,1293,1118,1468)
notice-logo: سیاست xyxy=(73,1904,108,1915)
classified-notice xyxy=(339,321,490,613)
footer-segment: روزنامہ سیاست xyxy=(30,2097,111,2110)
notice-body: عوام الناس کو مطلع کیا جاتا ہے کہ میرا بیٹا میری نافرمانی اور اپنی مرضی سے زندگی گزار رہا ہے، اس لیے میں نے اسے اپنی جائیداد منقولہ و غیر منقولہ سے عاق کر دیا ہے۔ آئندہ اس کے کسی قسم کے لین دین یا قول و فعل کا میں ذمہ دار نہ ہوں گا۔ کوئی شخص اس کے ساتھ لین دین کرے گا تو اپنے نفع و نقصان کا خود ذمہ دار ہوگا۔ مشتہر سکنہ ضلع مظفرآباد آزاد کشمیر اطلاع دی جاتی ہے کہ میرا شناختی کارڈ، اصل دستاویزات اور رجسٹری کے کاغذات گم ہو گئے ہیں۔ جس صاحب کو ملیں وہ xyxy=(182,1556,333,1710)
notice-number: 32 xyxy=(782,27,803,40)
rail-diamond-icon xyxy=(1282,1103,1293,1114)
notice-logo: سیاست xyxy=(1175,647,1210,658)
notice-heading: اشتہار xyxy=(300,1544,333,1556)
notice-tag xyxy=(25,589,176,604)
notice-heading: اشتہار xyxy=(614,43,647,54)
rail-diamond-icon xyxy=(4,1423,15,1434)
notice-tag xyxy=(182,1339,333,1354)
notice-number: 43 xyxy=(625,801,646,814)
notice-number: 18 xyxy=(1096,1472,1117,1485)
